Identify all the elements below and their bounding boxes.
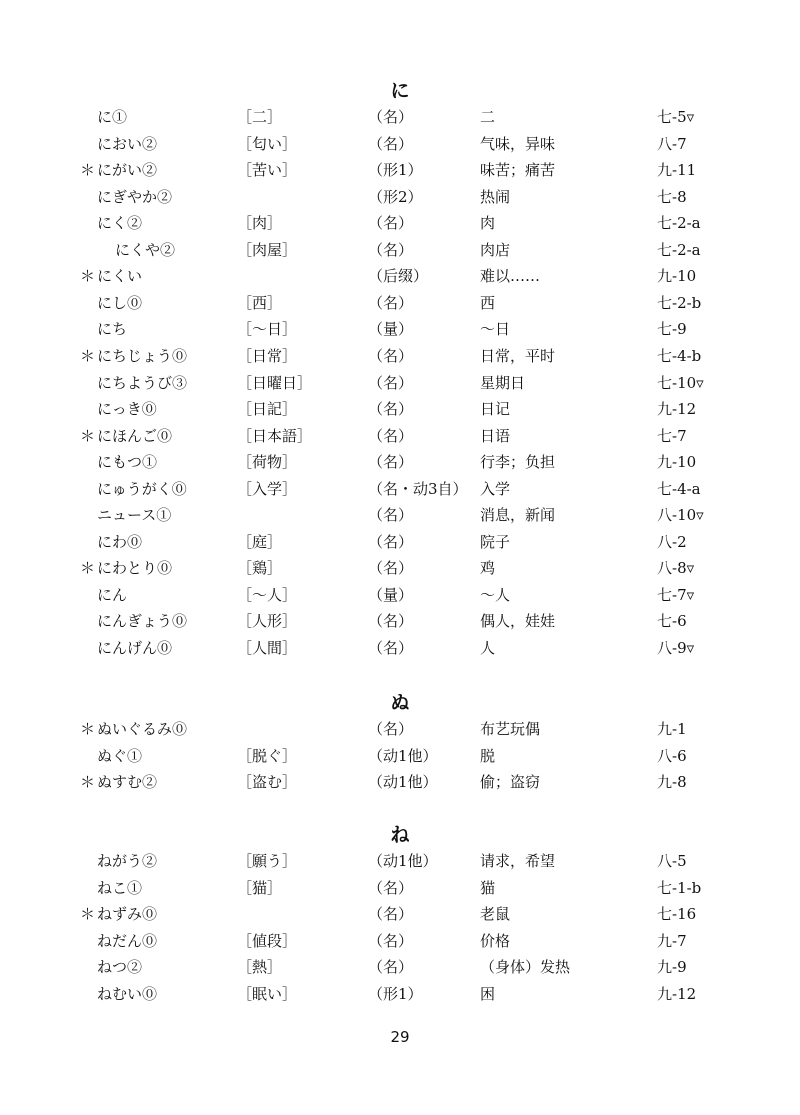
entry-part-of-speech: （名） [368, 346, 414, 365]
entry-meaning: 偷；盗窃 [480, 773, 541, 792]
entry-kanji: ［人間］ [237, 639, 298, 657]
entry-kanji: ［西］ [237, 293, 283, 312]
glossary-entry [0, 290, 800, 316]
entry-part-of-speech: （形1） [368, 984, 423, 1003]
entry-lesson-ref: 九-11 [657, 161, 697, 180]
entry-kana: ニュース① [97, 506, 172, 525]
entry-part-of-speech: （名） [368, 720, 414, 738]
entry-lesson-ref: 八-9▿ [657, 639, 695, 657]
entry-meaning: 行李；负担 [480, 453, 556, 472]
entry-part-of-speech: （名） [368, 506, 414, 525]
entry-kana: ねこ① [97, 878, 143, 897]
entry-lesson-ref: 七-2-a [657, 240, 701, 259]
entry-kanji: ［日本語］ [237, 426, 313, 445]
glossary-entry [0, 157, 800, 183]
glossary-entry [0, 104, 800, 130]
entry-lesson-ref: 七-9 [657, 320, 687, 339]
entry-kana: にがい② [97, 161, 158, 180]
entry-kana: にわ⓪ [97, 532, 143, 551]
entry-part-of-speech: （名） [368, 400, 414, 419]
entry-kanji: ［肉屋］ [237, 240, 298, 259]
page-number: 29 [390, 1028, 410, 1046]
entry-kanji: ［願う］ [237, 852, 298, 870]
entry-kana: ねがう② [97, 852, 158, 870]
entry-part-of-speech: （名・动3自） [368, 479, 468, 498]
entry-lesson-ref: 七-4-b [657, 346, 702, 365]
entry-kana: にわとり⓪ [97, 559, 173, 578]
entry-kanji: ［～日］ [237, 320, 298, 339]
entry-part-of-speech: （形2） [368, 187, 423, 206]
entry-part-of-speech: （名） [368, 612, 414, 631]
entry-meaning: 困 [480, 984, 496, 1003]
entry-kanji: ［脱ぐ］ [237, 746, 298, 765]
entry-kana: にゅうがく⓪ [97, 479, 187, 498]
key-word-star: ＊ [80, 267, 96, 286]
entry-part-of-speech: （量） [368, 585, 414, 604]
entry-meaning: ～日 [480, 320, 511, 339]
entry-kanji: ［日常］ [237, 346, 298, 365]
entry-meaning: 人 [480, 639, 496, 657]
entry-part-of-speech: （名） [368, 559, 414, 578]
entry-kanji: ［匂い］ [237, 134, 298, 153]
glossary-entry [0, 743, 800, 769]
entry-meaning: 肉店 [480, 240, 511, 259]
entry-lesson-ref: 七-1-b [657, 878, 702, 897]
glossary-entry [0, 449, 800, 475]
glossary-entry [0, 582, 800, 608]
entry-meaning: 院子 [480, 532, 511, 551]
entry-kana: にちようび③ [97, 373, 188, 392]
entry-lesson-ref: 八-10▿ [657, 506, 704, 525]
glossary-entry [0, 529, 800, 555]
entry-part-of-speech: （名） [368, 214, 414, 233]
glossary-entry [0, 210, 800, 236]
entry-lesson-ref: 七-2-b [657, 293, 702, 312]
entry-meaning: 价格 [480, 931, 511, 950]
entry-meaning: 肉 [480, 214, 496, 233]
entry-kanji: ［肉］ [237, 214, 283, 233]
entry-meaning: 布艺玩偶 [480, 720, 541, 738]
entry-meaning: 鸡 [480, 559, 496, 578]
entry-kana: にん [97, 585, 128, 604]
entry-kana: に① [97, 108, 128, 126]
entry-kana: にちじょう⓪ [97, 346, 188, 365]
entry-meaning: 脱 [480, 746, 496, 765]
glossary-entry [0, 848, 800, 874]
entry-part-of-speech: （名） [368, 639, 414, 657]
entry-meaning: 消息，新闻 [480, 506, 556, 525]
entry-lesson-ref: 七-2-a [657, 214, 701, 233]
entry-meaning: 味苦；痛苦 [480, 161, 556, 180]
entry-kanji: ［二］ [237, 108, 283, 126]
section-heading: ね [390, 824, 410, 846]
glossary-entry [0, 928, 800, 954]
entry-kana: にし⓪ [97, 293, 143, 312]
entry-lesson-ref: 七-10▿ [657, 373, 704, 392]
entry-meaning: （身体）发热 [480, 958, 571, 977]
entry-part-of-speech: （名） [368, 931, 414, 950]
entry-lesson-ref: 七-5▿ [657, 108, 695, 126]
entry-lesson-ref: 七-8 [657, 187, 687, 206]
entry-kana: ねだん⓪ [97, 931, 158, 950]
entry-kana: ぬぐ① [97, 746, 143, 765]
glossary-entry [0, 263, 800, 289]
glossary-entry [0, 316, 800, 342]
key-word-star: ＊ [80, 426, 96, 445]
entry-meaning: 日常，平时 [480, 346, 556, 365]
glossary-entry [0, 476, 800, 502]
entry-part-of-speech: （名） [368, 958, 414, 977]
glossary-entry [0, 954, 800, 980]
entry-part-of-speech: （名） [368, 878, 414, 897]
entry-part-of-speech: （名） [368, 134, 414, 153]
entry-lesson-ref: 七-7▿ [657, 585, 695, 604]
entry-kanji: ［荷物］ [237, 453, 298, 472]
entry-lesson-ref: 九-10 [657, 453, 697, 472]
entry-meaning: 日语 [480, 426, 511, 445]
glossary-entry [0, 184, 800, 210]
glossary-entry [0, 131, 800, 157]
entry-part-of-speech: （名） [368, 905, 414, 924]
entry-kanji: ［庭］ [237, 532, 283, 551]
entry-kana: にもつ① [97, 453, 158, 472]
entry-lesson-ref: 八-2 [657, 532, 687, 551]
entry-kanji: ［～人］ [237, 585, 298, 604]
entry-meaning: 请求，希望 [480, 852, 556, 870]
glossary-entry [0, 981, 800, 1007]
key-word-star: ＊ [80, 161, 96, 180]
entry-lesson-ref: 九-12 [657, 400, 697, 419]
key-word-star: ＊ [80, 346, 96, 365]
entry-kana: にほんご⓪ [97, 426, 173, 445]
entry-kana: ぬいぐるみ⓪ [97, 720, 188, 738]
entry-lesson-ref: 七-4-a [657, 479, 701, 498]
glossary-entry [0, 635, 800, 661]
entry-meaning: 偶人，娃娃 [480, 612, 556, 631]
key-word-star: ＊ [80, 905, 96, 924]
key-word-star: ＊ [80, 773, 96, 792]
entry-meaning: 热闹 [480, 187, 511, 206]
entry-part-of-speech: （后缀） [368, 267, 429, 286]
glossary-entry [0, 343, 800, 369]
entry-meaning: ～人 [480, 585, 511, 604]
entry-part-of-speech: （动1他） [368, 852, 438, 870]
entry-kanji: ［眠い］ [237, 984, 298, 1003]
entry-kana: にく② [97, 214, 143, 233]
entry-kanji: ［苦い］ [237, 161, 298, 180]
entry-kanji: ［入学］ [237, 479, 298, 498]
entry-lesson-ref: 八-5 [657, 852, 687, 870]
entry-meaning: 入学 [480, 479, 511, 498]
entry-meaning: 难以…… [480, 267, 541, 286]
entry-part-of-speech: （名） [368, 453, 414, 472]
glossary-entry [0, 237, 800, 263]
entry-part-of-speech: （量） [368, 320, 414, 339]
entry-lesson-ref: 七-7 [657, 426, 687, 445]
entry-lesson-ref: 九-10 [657, 267, 697, 286]
entry-kana: ねむい⓪ [97, 984, 158, 1003]
entry-kana: ねつ② [97, 958, 143, 977]
entry-kanji: ［盗む］ [237, 773, 298, 792]
glossary-entry [0, 769, 800, 795]
entry-kana: にくや② [115, 240, 176, 259]
entry-part-of-speech: （名） [368, 293, 414, 312]
entry-part-of-speech: （动1他） [368, 773, 438, 792]
entry-lesson-ref: 七-16 [657, 905, 697, 924]
entry-meaning: 西 [480, 293, 496, 312]
entry-lesson-ref: 九-7 [657, 931, 687, 950]
entry-lesson-ref: 八-8▿ [657, 559, 695, 578]
entry-lesson-ref: 七-6 [657, 612, 687, 631]
entry-kana: にくい [97, 267, 143, 286]
entry-kana: ねずみ⓪ [97, 905, 158, 924]
glossary-entry [0, 423, 800, 449]
section-heading: ぬ [390, 692, 410, 714]
entry-lesson-ref: 八-7 [657, 134, 687, 153]
entry-kana: にち [97, 320, 128, 339]
entry-kanji: ［日曜日］ [237, 373, 313, 392]
section-heading: に [390, 80, 410, 102]
entry-kanji: ［猫］ [237, 878, 283, 897]
entry-lesson-ref: 九-8 [657, 773, 687, 792]
entry-kanji: ［熱］ [237, 958, 283, 977]
entry-kanji: ［鶏］ [237, 559, 283, 578]
entry-meaning: 猫 [480, 878, 496, 897]
entry-lesson-ref: 八-6 [657, 746, 687, 765]
entry-kanji: ［人形］ [237, 612, 298, 631]
entry-part-of-speech: （名） [368, 108, 414, 126]
entry-meaning: 气味，异味 [480, 134, 556, 153]
glossary-entry [0, 370, 800, 396]
entry-lesson-ref: 九-12 [657, 984, 697, 1003]
entry-part-of-speech: （动1他） [368, 746, 438, 765]
glossary-entry [0, 901, 800, 927]
glossary-entry [0, 502, 800, 528]
entry-kana: にっき⓪ [97, 400, 157, 419]
entry-part-of-speech: （名） [368, 532, 414, 551]
key-word-star: ＊ [80, 720, 96, 738]
glossary-entry [0, 555, 800, 581]
glossary-entry [0, 608, 800, 634]
entry-lesson-ref: 九-9 [657, 958, 687, 977]
entry-kanji: ［日記］ [237, 400, 298, 419]
entry-kana: にぎやか② [97, 187, 173, 206]
entry-meaning: 二 [480, 108, 496, 126]
glossary-entry [0, 875, 800, 901]
entry-meaning: 星期日 [480, 373, 526, 392]
key-word-star: ＊ [80, 559, 96, 578]
glossary-entry [0, 396, 800, 422]
entry-kana: にんげん⓪ [97, 639, 173, 657]
entry-kanji: ［値段］ [237, 931, 298, 950]
entry-part-of-speech: （形1） [368, 161, 423, 180]
entry-part-of-speech: （名） [368, 426, 414, 445]
entry-lesson-ref: 九-1 [657, 720, 687, 738]
entry-meaning: 日记 [480, 400, 511, 419]
entry-kana: にんぎょう⓪ [97, 612, 188, 631]
entry-kana: におい② [97, 134, 158, 153]
glossary-entry [0, 716, 800, 742]
entry-kana: ぬすむ② [97, 773, 158, 792]
entry-part-of-speech: （名） [368, 373, 414, 392]
entry-part-of-speech: （名） [368, 240, 414, 259]
entry-meaning: 老鼠 [480, 905, 511, 924]
